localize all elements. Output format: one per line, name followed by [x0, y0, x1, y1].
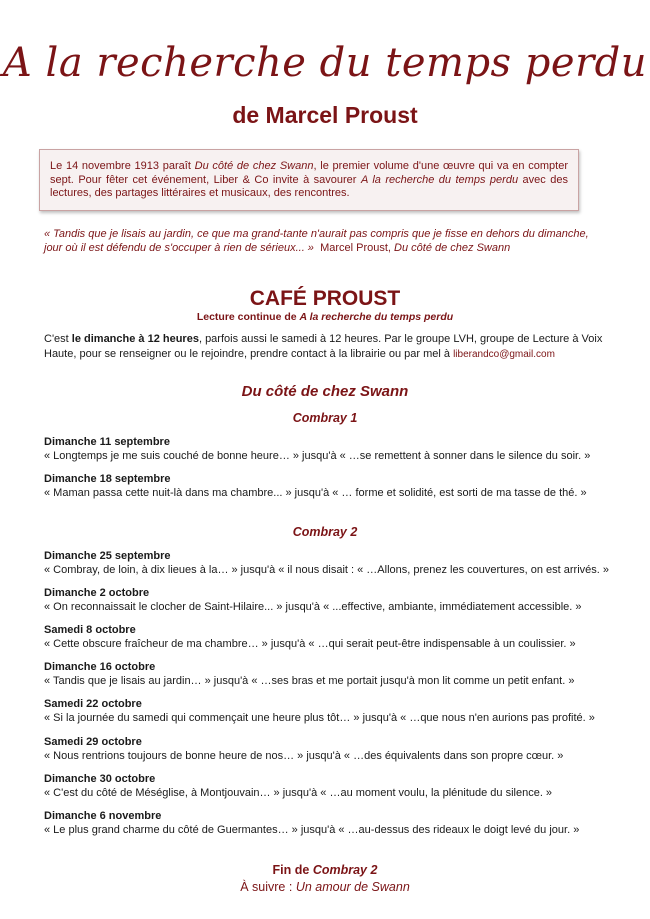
- entry-date: Dimanche 30 octobre: [44, 773, 156, 785]
- contact-email-link[interactable]: liberandco@gmail.com: [453, 348, 555, 360]
- entry-text: « Longtemps je me suis couché de bonne heure… » jusqu'à « …se remettent à sonner dans le silence du soir. »: [44, 450, 591, 462]
- entry-date: Samedi 8 octobre: [44, 624, 136, 636]
- quote-source: Du côté de chez Swann: [394, 241, 511, 254]
- cafe-desc-schedule: le dimanche à 12 heures: [71, 333, 199, 345]
- entry-text: « Maman passa cette nuit-là dans ma chambre... » jusqu'à « … forme et solidité, est sorti de ma tasse de thé. »: [44, 487, 587, 499]
- quote-author: Marcel Proust,: [320, 241, 395, 254]
- cafe-desc-text: C'est: [44, 333, 72, 345]
- entry-text: « C'est du côté de Méséglise, à Montjouvain… » jusqu'à « …au moment voulu, la plénitude du silence. »: [44, 787, 553, 799]
- book-title: Du côté de chez Swann: [241, 383, 409, 400]
- page-subtitle: de Marcel Proust: [232, 102, 418, 128]
- cafe-description: [44, 332, 606, 362]
- intro-work-title: A la recherche du temps perdu: [360, 173, 519, 186]
- entry-text: « Nous rentrions toujours de bonne heure de nos… » jusqu'à « …des équivalents dans son propre cœur. »: [44, 750, 564, 762]
- next-note-prefix: À suivre :: [240, 880, 296, 894]
- page-title: A la recherche du temps perdu: [2, 40, 648, 86]
- schedule-entry: [44, 660, 624, 688]
- intro-text: Le 14 novembre 1913 paraît: [50, 160, 195, 172]
- end-note-prefix: Fin de: [272, 863, 313, 877]
- schedule-entry: [44, 586, 624, 614]
- entry-date: Samedi 29 octobre: [44, 736, 142, 748]
- quote-text: « Tandis que je lisais au jardin, ce que ma grand-tante n'aurait pas compris que je fisse en dehors du dimanche, jour où il est défendu de s'occuper à rien de sérieux... »: [44, 228, 589, 254]
- intro-box: [39, 149, 579, 211]
- entry-date: Dimanche 18 septembre: [44, 473, 171, 485]
- entry-text: « Si la journée du samedi qui commençait une heure plus tôt… » jusqu'à « …que nous n'en aurions pas profité. »: [44, 712, 595, 724]
- cafe-subtitle-work: A la recherche du temps perdu: [299, 311, 454, 323]
- cafe-subtitle: [0, 311, 650, 323]
- entry-date: Dimanche 11 septembre: [44, 436, 170, 448]
- entry-date: Dimanche 16 octobre: [44, 661, 156, 673]
- entry-date: Dimanche 6 novembre: [44, 810, 162, 822]
- schedule-entry: [44, 549, 624, 577]
- schedule-entry: [44, 735, 624, 763]
- entry-text: « Combray, de loin, à dix lieues à la… » jusqu'à « il nous disait : « …Allons, prenez les couvertures, on est arrivés. »: [44, 564, 610, 576]
- entry-date: Dimanche 25 septembre: [44, 550, 171, 562]
- schedule-entry: [44, 435, 624, 463]
- entry-text: « Le plus grand charme du côté de Guermantes… » jusqu'à « …au-dessus des rideaux le doigt levé du jour. »: [44, 824, 580, 836]
- schedule-entry: [44, 472, 624, 500]
- schedule-entry: [44, 623, 624, 651]
- intro-text: avec des lectures, des partages littéraires et musicaux, des rencontres.: [50, 173, 569, 199]
- end-note-section: Combray 2: [312, 863, 378, 877]
- entry-text: « Tandis que je lisais au jardin… » jusqu'à « …ses bras et me portait jusqu'à mon lit comme un petit enfant. »: [44, 675, 575, 687]
- intro-text: , le premier volume d'une œuvre qui va en compter sept. Pour fêter cet événement, Liber & Co invite à savourer: [50, 160, 568, 186]
- intro-book-title: Du côté de chez Swann: [194, 160, 314, 172]
- next-note: [0, 880, 650, 894]
- section-title-combray-1: Combray 1: [292, 411, 358, 425]
- section-title-combray-2: Combray 2: [292, 525, 358, 539]
- schedule-entry: [44, 809, 624, 837]
- entry-text: « On reconnaissait le clocher de Saint-Hilaire... » jusqu'à « ...effective, ambiante, immédiatement accessible. »: [44, 601, 582, 613]
- schedule-entry: [44, 772, 624, 800]
- cafe-desc-text: , parfois aussi le samedi à 12 heures. Par le groupe LVH, groupe de Lecture à Voix Haute, pour se renseigner ou le rejoindre, prendre contact à la librairie ou par mel à: [44, 333, 603, 360]
- epigraph-quote: [44, 228, 610, 255]
- schedule-entry: [44, 697, 624, 725]
- next-note-work: Un amour de Swann: [295, 880, 410, 894]
- entry-date: Dimanche 2 octobre: [44, 587, 150, 599]
- entry-date: Samedi 22 octobre: [44, 698, 142, 710]
- cafe-subtitle-prefix: Lecture continue de: [196, 311, 300, 323]
- end-note: [0, 863, 650, 877]
- cafe-title: CAFÉ PROUST: [249, 287, 401, 310]
- entry-text: « Cette obscure fraîcheur de ma chambre… » jusqu'à « …qui serait peut-être indispensable à un coulissier. »: [44, 638, 576, 650]
